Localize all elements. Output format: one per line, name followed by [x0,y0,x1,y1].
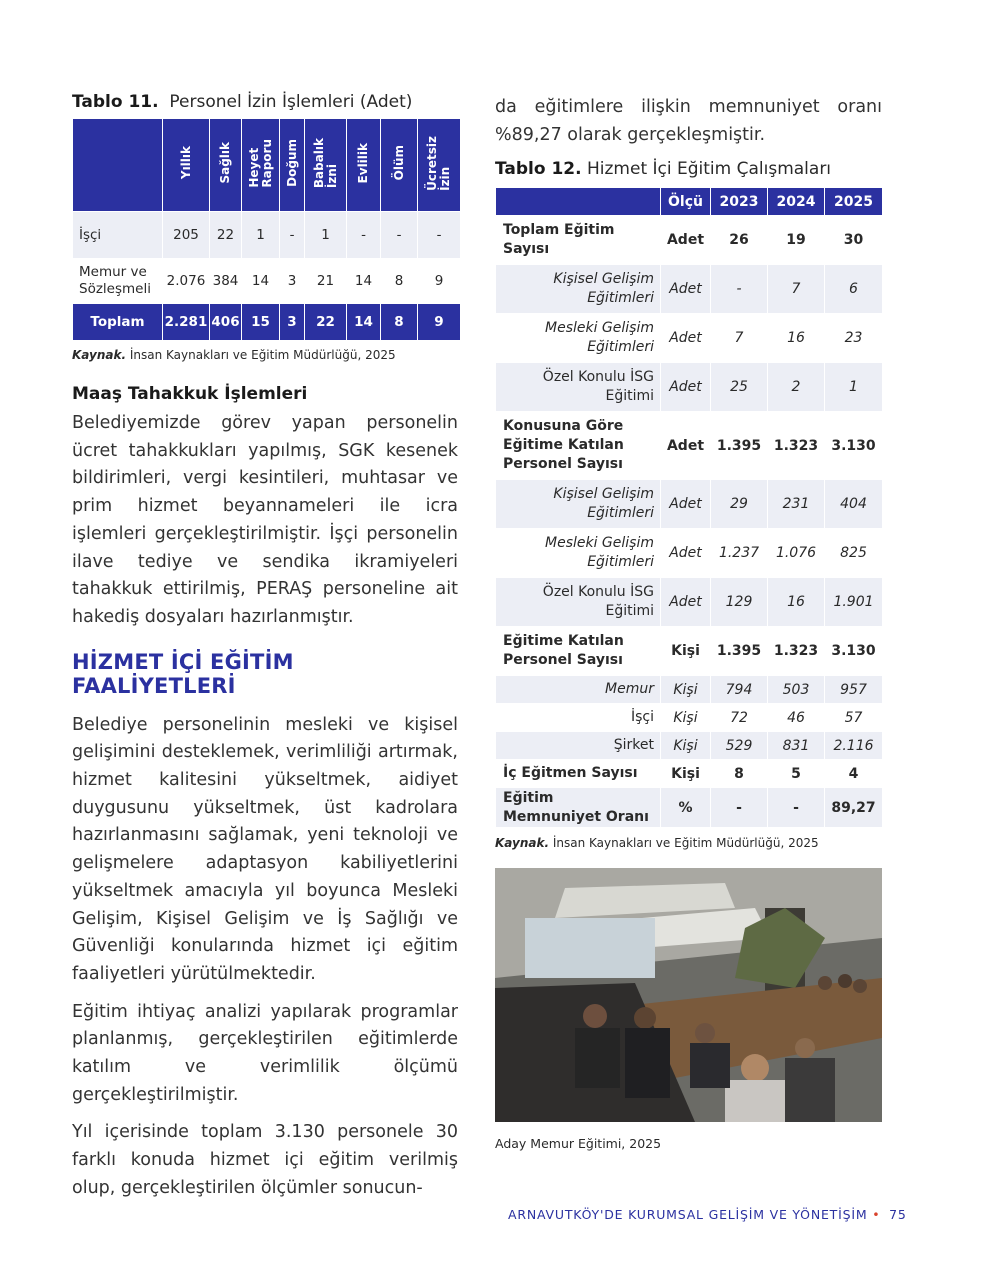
table11-cell: 8 [381,258,418,304]
page-number: 75 [889,1207,907,1222]
table12-cell: 1.237 [711,529,768,578]
table12-cell: 129 [711,578,768,627]
table11-cell: 22 [210,212,242,259]
table11-cell: - [347,212,381,259]
table11-total-cell: 8 [381,304,418,340]
table11-row [73,258,461,304]
table11-cell: 9 [418,258,461,304]
table12-cell: 1.395 [711,627,768,676]
table12-cell: 3.130 [825,412,883,480]
table12-cell: 72 [711,704,768,732]
table11-cell: 21 [305,258,347,304]
maas-heading: Maaş Tahakkuk İşlemleri [72,384,308,404]
table12-cell: 1.323 [768,412,825,480]
hizmet-paragraph-4: da eğitimlere ilişkin memnuniyet oranı %89,27 olarak gerçekleşmiştir. [495,97,882,145]
table12-unit: Adet [661,578,711,627]
table12-cell: 7 [711,314,768,363]
table12-cell: 4 [825,760,883,788]
table11-total-cell: 406 [210,304,242,340]
table11-cell: 384 [210,258,242,304]
table12-unit: Adet [661,216,711,265]
table11-total-cell: 15 [242,304,280,340]
table12-row-label: Eğitim Memnuniyet Oranı [496,788,661,828]
table11-total-cell: 14 [347,304,381,340]
table12-cell: 16 [768,578,825,627]
table12-cell: - [711,265,768,314]
table12-cell: 825 [825,529,883,578]
table12-row-label: Mesleki Gelişim Eğitimleri [496,529,661,578]
right-column [495,92,882,1151]
table12-header: 2025 [825,188,883,216]
footer-title: ARNAVUTKÖY'DE KURUMSAL GELİŞİM VE YÖNETİŞİM [508,1207,868,1222]
table11-cell: 14 [242,258,280,304]
table12-unit: Kişi [661,704,711,732]
table12-cell: 19 [768,216,825,265]
table11-header-corner [73,119,163,212]
table12-unit: Kişi [661,627,711,676]
table12-cell: 8 [711,760,768,788]
table12-title: Hizmet İçi Eğitim Çalışmaları [587,159,832,180]
table12-cell: 57 [825,704,883,732]
table12 [495,187,883,828]
table11-total-cell: 2.281 [163,304,210,340]
table12-row-label: Özel Konulu İSG Eğitimi [496,578,661,627]
table12-row [496,480,883,529]
table12-cell: 404 [825,480,883,529]
photo-caption: Aday Memur Eğitimi, 2025 [495,1136,662,1152]
table12-row-label: Kişisel Gelişim Eğitimleri [496,265,661,314]
table12-row-label: İç Eğitmen Sayısı [496,760,661,788]
table11-header: Heyet Raporu [242,119,280,212]
table12-cell: 1.901 [825,578,883,627]
table11-cell: 2.076 [163,258,210,304]
table12-row-label: Şirket [496,732,661,760]
table12-cell: 29 [711,480,768,529]
table12-cell: 1.395 [711,412,768,480]
table12-cell: 23 [825,314,883,363]
table12-row-label: İşçi [496,704,661,732]
table11-caption [72,92,458,112]
table12-unit: Adet [661,265,711,314]
table12-header: 2024 [768,188,825,216]
table11-source-label: Kaynak. [72,348,127,362]
table12-cell: 1.323 [768,627,825,676]
table12-row [496,314,883,363]
table12-row [496,412,883,480]
table12-cell: 503 [768,676,825,704]
table12-cell: 89,27 [825,788,883,828]
table12-source-text: İnsan Kaynakları ve Eğitim Müdürlüğü, 2025 [549,836,819,851]
hizmet-paragraph-2: Eğitim ihtiyaç analizi yapılarak programlar planlanmış, gerçekleştirilen eğitimlerde katılım ve verimlilik ölçümü gerçekleştirilmiştir. [72,1001,458,1105]
table12-cell: 831 [768,732,825,760]
table12-header-corner [496,188,661,216]
table11-row-label: İşçi [73,212,163,259]
table12-header-row [496,188,883,216]
table12-row-label: Özel Konulu İSG Eğitimi [496,363,661,412]
table12-cell: 5 [768,760,825,788]
footer-bullet: • [872,1207,881,1222]
table12-cell: 30 [825,216,883,265]
table12-unit: Kişi [661,760,711,788]
training-photo-illustration [495,868,882,1122]
table11-total-row [73,304,461,340]
table12-row [496,788,883,828]
table11-cell: - [280,212,305,259]
table11-cell: 205 [163,212,210,259]
table11-header: Evlilik [347,119,381,212]
table12-unit: Adet [661,412,711,480]
table12-row-label: Eğitime Katılan Personel Sayısı [496,627,661,676]
table12-row-label: Mesleki Gelişim Eğitimleri [496,314,661,363]
table11-cell: 3 [280,258,305,304]
table11-source [72,348,458,362]
table11-header-row [73,119,461,212]
table12-row [496,704,883,732]
table11-cell: 1 [305,212,347,259]
table11-header: Doğum [280,119,305,212]
table11-total-cell: 3 [280,304,305,340]
hizmet-section-title: HİZMET İÇİ EĞİTİM FAALİYETLERİ [72,649,294,698]
table12-unit: Kişi [661,732,711,760]
table12-source-label: Kaynak. [495,836,550,851]
page-footer [508,1207,907,1222]
left-column [72,92,458,1213]
table11-source-text: İnsan Kaynakları ve Eğitim Müdürlüğü, 2025 [126,348,396,362]
table12-cell: 6 [825,265,883,314]
table12-row [496,578,883,627]
table12-unit: Kişi [661,676,711,704]
table12-unit: Adet [661,480,711,529]
table12-cell: 26 [711,216,768,265]
hizmet-paragraph-1: Belediye personelinin mesleki ve kişisel gelişimini desteklemek, verimliliği artırmak, hizmet kalitesini yükseltmek, aidiyet duygusunu yükseltmek, üst kadrolara hazırlanmasını sağlamak, yeni teknoloji ve gelişmelere adaptasyon kabiliyetlerini yükseltmek amacıyla yıl boyunca Mesleki Gelişim, Kişisel Gelişim ve İş Sağlığı ve Güvenliği konularında hizmet içi eğitim faaliyetleri yürütülmektedir. [72,714,458,984]
table12-row [496,676,883,704]
table12-caption [495,159,882,179]
table12-cell: 231 [768,480,825,529]
hizmet-paragraph-3: Yıl içerisinde toplam 3.130 personele 30 farklı konuda hizmet içi eğitim verilmiş olup, gerçekleştirilen ölçümler sonucun- [72,1122,458,1198]
table11-total-cell: 9 [418,304,461,340]
table12-row-label: Toplam Eğitim Sayısı [496,216,661,265]
table12-cell: 529 [711,732,768,760]
table12-row [496,363,883,412]
table12-body [496,216,883,828]
table12-row [496,760,883,788]
table11-cell: - [418,212,461,259]
table12-source [495,836,882,850]
table11-title: Personel İzin İşlemleri (Adet) [169,92,413,112]
table11-row [73,212,461,259]
table12-cell: 46 [768,704,825,732]
table11-header: Babalık İzni [305,119,347,212]
table12-cell: 16 [768,314,825,363]
table12-unit: Adet [661,314,711,363]
table12-cell: 1.076 [768,529,825,578]
table11-total-label: Toplam [73,304,163,340]
table12-cell: - [768,788,825,828]
table12-unit: % [661,788,711,828]
table12-header: Ölçü [661,188,711,216]
table11-header: Sağlık [210,119,242,212]
table12-row-label: Kişisel Gelişim Eğitimleri [496,480,661,529]
table11-header: Yıllık [163,119,210,212]
table12-cell: 3.130 [825,627,883,676]
table12-cell: - [711,788,768,828]
table11-cell: 14 [347,258,381,304]
table12-cell: 7 [768,265,825,314]
table11-header: Ücretsiz İzin [418,119,461,212]
table12-cell: 1 [825,363,883,412]
table12-cell: 25 [711,363,768,412]
table11-label: Tablo 11. [72,92,159,112]
table12-unit: Adet [661,363,711,412]
table12-row [496,216,883,265]
table12-cell: 2 [768,363,825,412]
table11-cell: 1 [242,212,280,259]
training-photo [495,868,882,1122]
table12-row-label: Konusuna Göre Eğitime Katılan Personel Sayısı [496,412,661,480]
table12-cell: 794 [711,676,768,704]
table11 [72,118,461,340]
maas-paragraph: Belediyemizde görev yapan personelin ücret tahakkukları yapılmış, SGK kesenek bildirimleri, vergi kesintileri, muhtasar ve prim hizmet beyannameleri ile icra işlemleri gerçekleştirilmiştir. İşçi personelin ilave tediye ve sendika ikramiyeleri tahakkuk ettirilmiş, PERAŞ personeline ait hakediş dosyaları hazırlanmıştır. [72,413,458,627]
table12-row [496,529,883,578]
table11-row-label: Memur ve Sözleşmeli [73,258,163,304]
table12-header: 2023 [711,188,768,216]
table11-total-cell: 22 [305,304,347,340]
table12-row-label: Memur [496,676,661,704]
table12-cell: 957 [825,676,883,704]
table11-header: Ölüm [381,119,418,212]
table12-row [496,265,883,314]
table12-row [496,627,883,676]
table12-row [496,732,883,760]
table12-unit: Adet [661,529,711,578]
table12-label: Tablo 12. [495,159,582,180]
table11-cell: - [381,212,418,259]
table12-cell: 2.116 [825,732,883,760]
